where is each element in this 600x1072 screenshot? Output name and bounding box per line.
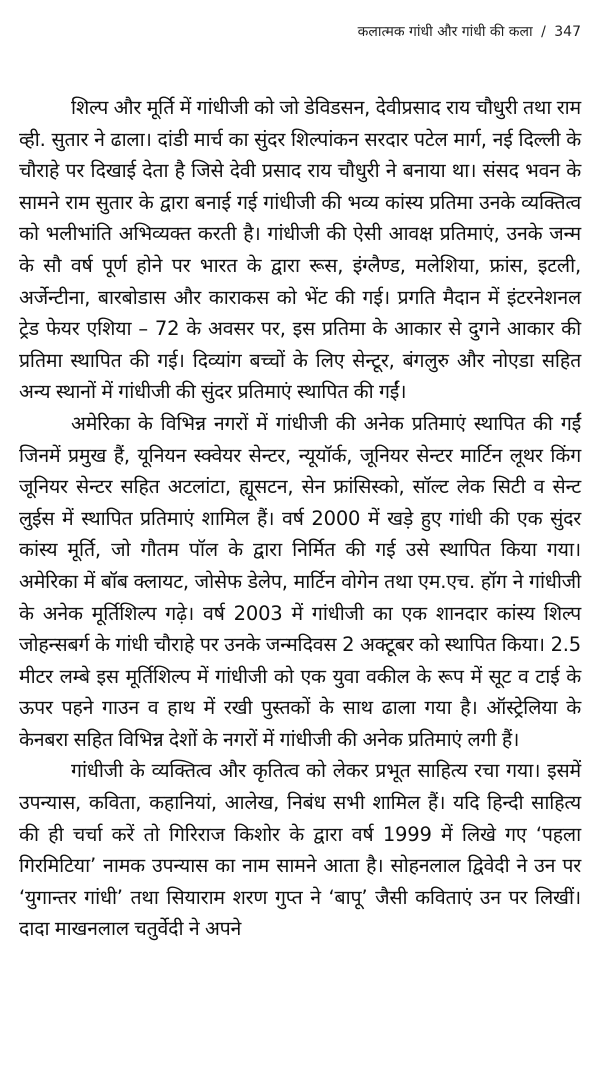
header-separator: / bbox=[541, 24, 546, 40]
body-text bbox=[19, 92, 581, 945]
paragraph-sculptures-india: शिल्प और मूर्ति में गांधीजी को जो डेविडसन, देवीप्रसाद राय चौधुरी तथा राम व्ही. सुतार ने ढाला। दांडी मार्च का सुंदर शिल्पांकन सरदार पटेल मार्ग, नई दिल्ली के चौराहे पर दिखाई देता है जिसे देवी प्रसाद राय चौधुरी ने बनाया था। संसद भवन के सामने राम सुतार के द्वारा बनाई गई गांधीजी की भव्य कांस्य प्रतिमा उनके व्यक्तित्व को भलीभांति अभिव्यक्त करती है। गांधीजी की ऐसी आवक्ष प्रतिमाएं, उनके जन्म के सौ वर्ष पूर्ण होने पर भारत के द्वारा रूस, इंग्लैण्ड, मलेशिया, फ्रांस, इटली, अर्जेन्टीना, बारबोडास और काराकस को भेंट की गई। प्रगति मैदान में इंटरनेशनल ट्रेड फेयर एशिया – 72 के अवसर पर, इस प्रतिमा के आकार से दुगने आकार की प्रतिमा स्थापित की गई। दिव्यांग बच्चों के लिए सेन्टूर, बंगलुरु और नोएडा सहित अन्य स्थानों में गांधीजी की सुंदर प्रतिमाएं स्थापित की गईं। bbox=[19, 96, 581, 404]
paragraph-literature: गांधीजी के व्यक्तित्व और कृतित्व को लेकर प्रभूत साहित्य रचा गया। इसमें उपन्यास, कविता, कहानियां, आलेख, निबंध सभी शामिल हैं। यदि हिन्दी साहित्य की ही चर्चा करें तो गिरिराज किशोर के द्वारा वर्ष 1999 में लिखे गए ‘पहला गिरमिटिया’ नामक उपन्यास का नाम सामने आता है। सोहनलाल द्विवेदी ने उन पर ‘युगान्तर गांधी’ तथा सियाराम शरण गुप्त ने ‘बापू’ जैसी कविताएं उन पर लिखीं। दादा माखनलाल चतुर्वेदी ने अपने bbox=[19, 759, 581, 941]
paragraph-sculptures-abroad: अमेरिका के विभिन्न नगरों में गांधीजी की अनेक प्रतिमाएं स्थापित की गईं जिनमें प्रमुख हैं, यूनियन स्क्वेयर सेन्टर, न्यूयॉर्क, जूनियर सेन्टर मार्टिन लूथर किंग जूनियर सेन्टर सहित अटलांटा, ह्यूसटन, सेन फ्रांसिस्को, सॉल्ट लेक सिटी व सेन्ट लुईस में स्थापित प्रतिमाएं शामिल हैं। वर्ष 2000 में खड़े हुए गांधी की एक सुंदर कांस्य मूर्ति, जो गौतम पॉल के द्वारा निर्मित की गई उसे स्थापित किया गया। अमेरिका में बॉब क्लायट, जोसेफ डेलेप, मार्टिन वोगेन तथा एम.एच. हॉग ने गांधीजी के अनेक मूर्तिशिल्प गढ़े। वर्ष 2003 में गांधीजी का एक शानदार कांस्य शिल्प जोहन्सबर्ग के गांधी चौराहे पर उनके जन्मदिवस 2 अक्टूबर को स्थापित किया। 2.5 मीटर लम्बे इस मूर्तिशिल्प में गांधीजी को एक युवा वकील के रूप में सूट व टाई के ऊपर पहने गाउन व हाथ में रखी पुस्तकों के साथ ढाला गया है। ऑस्ट्रेलिया के केनबरा सहित विभिन्न देशों के नगरों में गांधीजी की अनेक प्रतिमाएं लगी हैं। bbox=[19, 411, 581, 751]
running-title: कलात्मक गांधी और गांधी की कला bbox=[357, 24, 533, 40]
running-header bbox=[358, 22, 581, 41]
page-number: 347 bbox=[554, 24, 581, 40]
